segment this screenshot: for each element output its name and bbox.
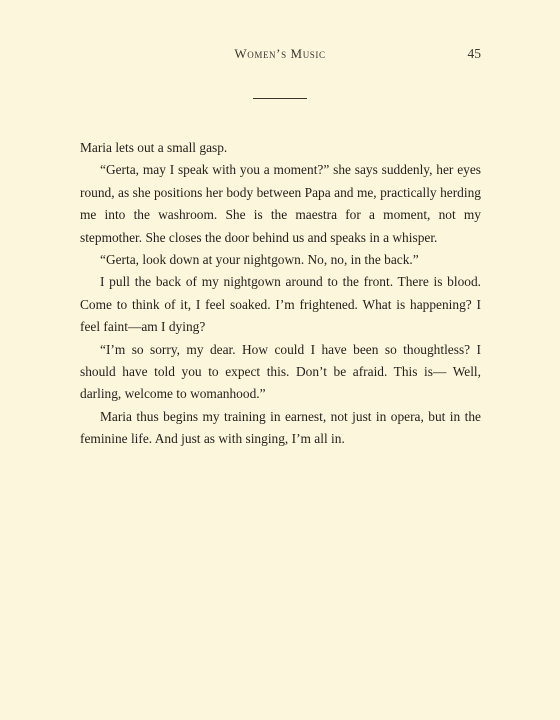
paragraph: Maria thus begins my training in earnest, not just in opera, but in the feminine life. And just as with singing, I’m all in. bbox=[80, 408, 481, 447]
body-text bbox=[80, 137, 481, 451]
running-head bbox=[0, 46, 560, 66]
paragraph: “Gerta, may I speak with you a moment?” she says suddenly, her eyes round, as she positions her body between Papa and me, practically herding me into the washroom. She is the maestra for a moment, not my stepmother. She closes the door behind us and speaks in a whisper. bbox=[80, 162, 481, 245]
paragraph: “Gerta, look down at your nightgown. No, no, in the back.” bbox=[100, 252, 419, 268]
running-title: Women’s Music bbox=[234, 46, 326, 61]
section-break-rule bbox=[253, 98, 307, 99]
paragraph: “I’m so sorry, my dear. How could I have been so thoughtless? I should have told you to expect this. Don’t be afraid. This is— Well, darling, welcome to womanhood.” bbox=[80, 341, 481, 402]
paragraph: I pull the back of my nightgown around to the front. There is blood. Come to think of it, I feel soaked. I’m frightened. What is happening? I feel faint—am I dying? bbox=[80, 274, 481, 335]
page-number: 45 bbox=[467, 46, 481, 61]
paragraph: Maria lets out a small gasp. bbox=[80, 140, 228, 155]
